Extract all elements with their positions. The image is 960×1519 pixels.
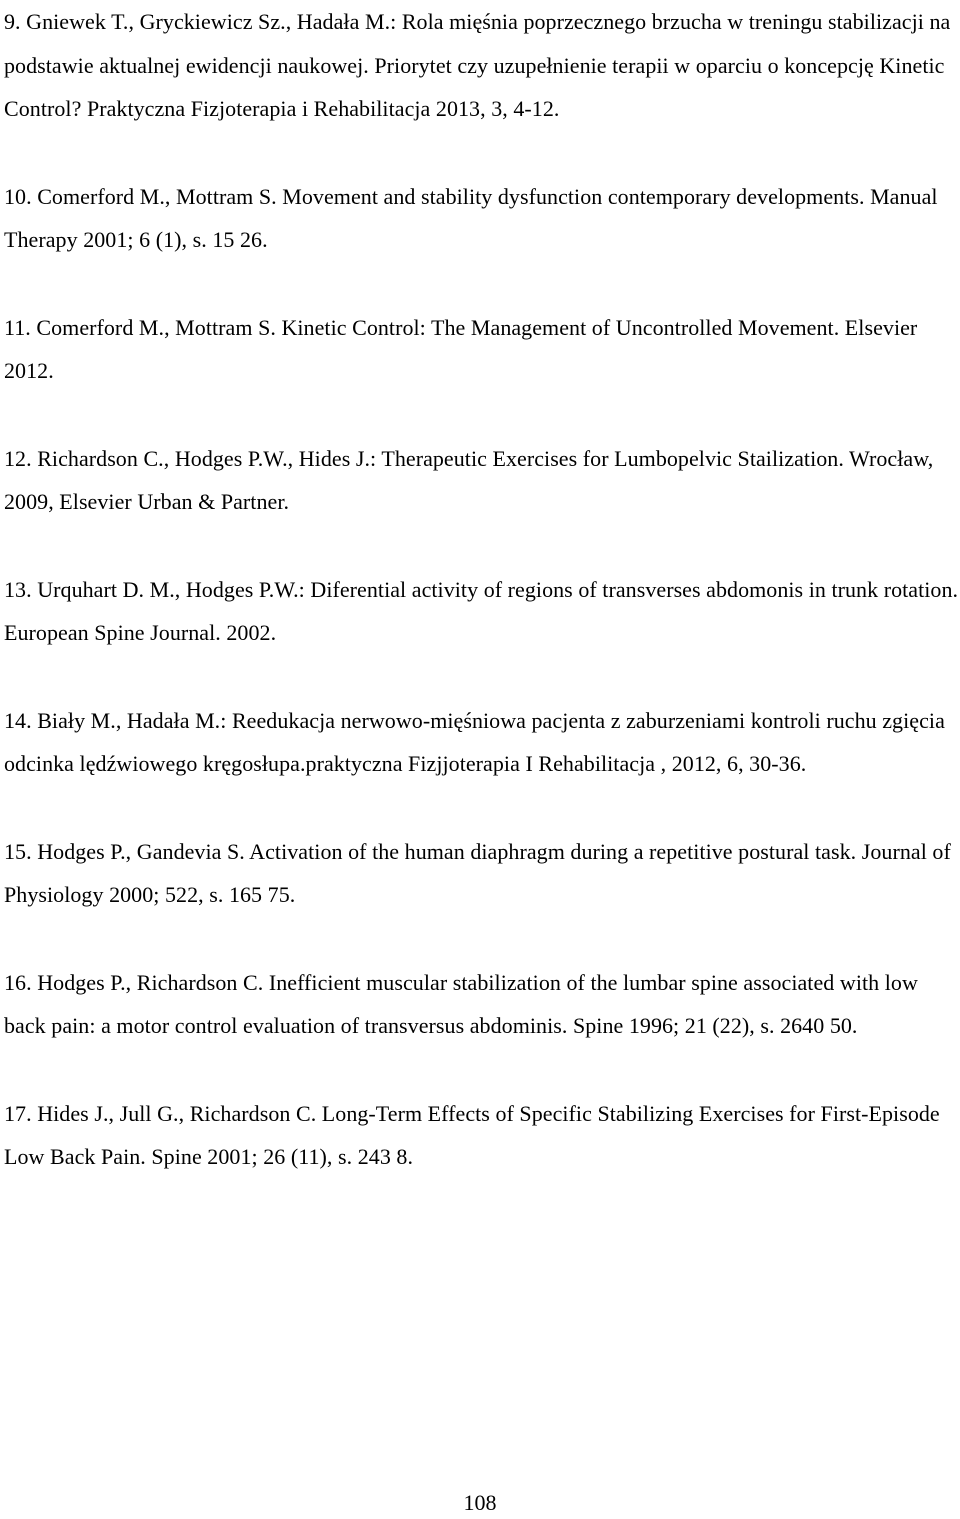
reference-entry: 17. Hides J., Jull G., Richardson C. Long-Term Effects of Specific Stabilizing Exercises for First-Episode Low Back Pain. Spine 2001; 26 (11), s. 243 8. bbox=[4, 1100, 940, 1169]
page-number: 108 bbox=[463, 1490, 497, 1515]
reference-entry: 16. Hodges P., Richardson C. Inefficient muscular stabilization of the lumbar spine associated with low back pain: a motor control evaluation of transversus abdominis. Spine 1996; 21 (22), s. 2640 50. bbox=[4, 969, 918, 1038]
reference-entry: 15. Hodges P., Gandevia S. Activation of the human diaphragm during a repetitive postural task. Journal of Physiology 2000; 522, s. 165 75. bbox=[4, 838, 951, 907]
reference-entry: 11. Comerford M., Mottram S. Kinetic Control: The Management of Uncontrolled Movement. Elsevier 2012. bbox=[4, 314, 918, 383]
reference-list bbox=[4, 0, 959, 1223]
reference-entry: 10. Comerford M., Mottram S. Movement and stability dysfunction contemporary developments. Manual Therapy 2001; 6 (1), s. 15 26. bbox=[4, 183, 938, 252]
reference-entry: 14. Biały M., Hadała M.: Reedukacja nerwowo-mięśniowa pacjenta z zaburzeniami kontroli ruchu zgięcia odcinka lędźwiowego kręgosłupa.praktyczna Fizjjoterapia I Rehabilitacja , 2012, 6, 30-36. bbox=[4, 707, 945, 776]
reference-entry: 13. Urquhart D. M., Hodges P.W.: Diferential activity of regions of transverses abdomonis in trunk rotation. European Spine Journal. 2002. bbox=[4, 576, 959, 645]
reference-entry: 12. Richardson C., Hodges P.W., Hides J.: Therapeutic Exercises for Lumbopelvic Stailization. Wrocław, 2009, Elsevier Urban & Partner. bbox=[4, 445, 934, 514]
reference-entry: 9. Gniewek T., Gryckiewicz Sz., Hadała M.: Rola mięśnia poprzecznego brzucha w treningu stabilizacji na podstawie aktualnej ewidencji naukowej. Priorytet czy uzupełnienie terapii w oparciu o koncepcję Kinetic Control? Praktyczna Fizjoterapia i Rehabilitacja 2013, 3, 4-12. bbox=[4, 9, 951, 121]
